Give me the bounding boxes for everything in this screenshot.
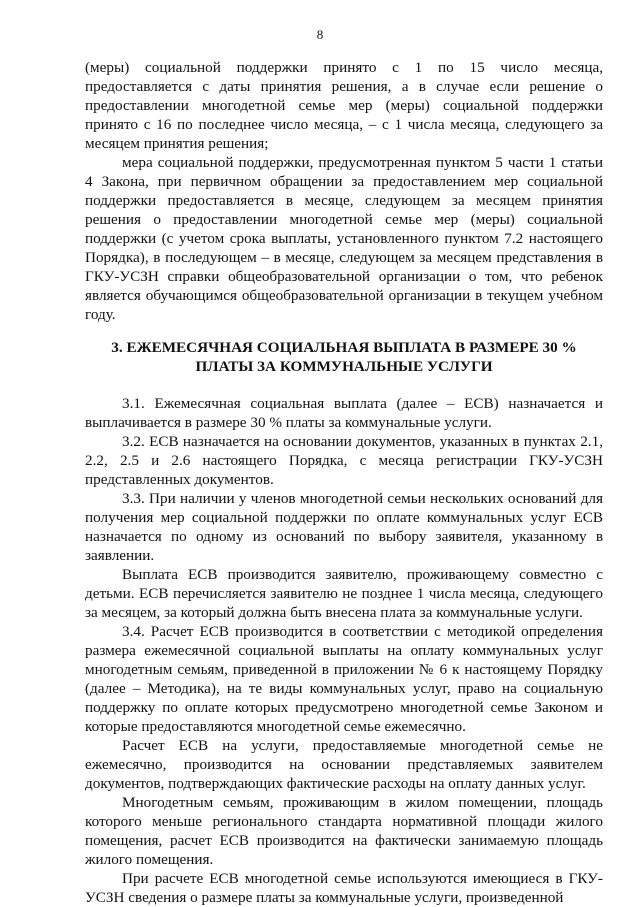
paragraph: Выплата ЕСВ производится заявителю, проживающему совместно с детьми. ЕСВ перечисляется заявителю не позднее 1 числа месяца, следующего за месяцем, за который должна быть внесена плата за коммунальные услуги. (85, 566, 603, 621)
paragraph: 3.4. Расчет ЕСВ производится в соответствии с методикой определения размера ежемесячной социальной выплаты на оплату коммунальных услуг многодетным семьям, приведенной в приложении № 6 к настоящему Порядку (далее – Методика), на те виды коммунальных услуг, право на социальную поддержку по оплате которых предусмотрено многодетной семье Законом и которые предоставляются многодетной семье ежемесячно. (85, 623, 603, 735)
paragraph: Расчет ЕСВ на услуги, предоставляемые многодетной семье не ежемесячно, производится на основании представляемых заявителем документов, подтверждающих фактические расходы на оплату данных услуг. (85, 737, 603, 792)
paragraph: При расчете ЕСВ многодетной семье используются имеющиеся в ГКУ-УСЗН сведения о размере платы за коммунальные услуги, произведенной (85, 870, 603, 906)
document-body (85, 58, 603, 907)
paragraph: Многодетным семьям, проживающим в жилом помещении, площадь которого меньше регионального стандарта нормативной площади жилого помещения, расчет ЕСВ производится на фактически занимаемую площадь жилого помещения. (85, 794, 603, 868)
paragraph: 3.1. Ежемесячная социальная выплата (далее – ЕСВ) назначается и выплачивается в размере 30 % платы за коммунальные услуги. (85, 395, 603, 431)
section-title: 3. ЕЖЕМЕСЯЧНАЯ СОЦИАЛЬНАЯ ВЫПЛАТА В РАЗМЕРЕ 30 % ПЛАТЫ ЗА КОММУНАЛЬНЫЕ УСЛУГИ (111, 339, 577, 375)
paragraph: мера социальной поддержки, предусмотренная пунктом 5 части 1 статьи 4 Закона, при первичном обращении за предоставлением мер социальной поддержки предоставляется в месяце, следующем за месяцем принятия решения о предоставлении многодетной семье мер (меры) социальной поддержки (с учетом срока выплаты, установленного пунктом 7.2 настоящего Порядка), в последующем – в месяце, следующем за месяцем представления в ГКУ-УСЗН справки общеобразовательной организации о том, что ребенок является обучающимся общеобразовательной организации в текущем учебном году. (85, 154, 603, 323)
paragraph: 3.2. ЕСВ назначается на основании документов, указанных в пунктах 2.1, 2.2, 2.5 и 2.6 настоящего Порядка, с месяца регистрации ГКУ-УСЗН представленных документов. (85, 433, 603, 488)
paragraph: (меры) социальной поддержки принято с 1 по 15 число месяца, предоставляется с даты принятия решения, а в случае если решение о предоставлении многодетной семье мер (меры) социальной поддержки принято с 16 по последнее число месяца, – с 1 числа месяца, следующего за месяцем принятия решения; (85, 59, 603, 152)
page-number: 8 (316, 27, 324, 42)
paragraph: 3.3. При наличии у членов многодетной семьи нескольких оснований для получения мер социальной поддержки по оплате коммунальных услуг ЕСВ назначается по одному из оснований по выбору заявителя, указанному в заявлении. (85, 490, 603, 564)
